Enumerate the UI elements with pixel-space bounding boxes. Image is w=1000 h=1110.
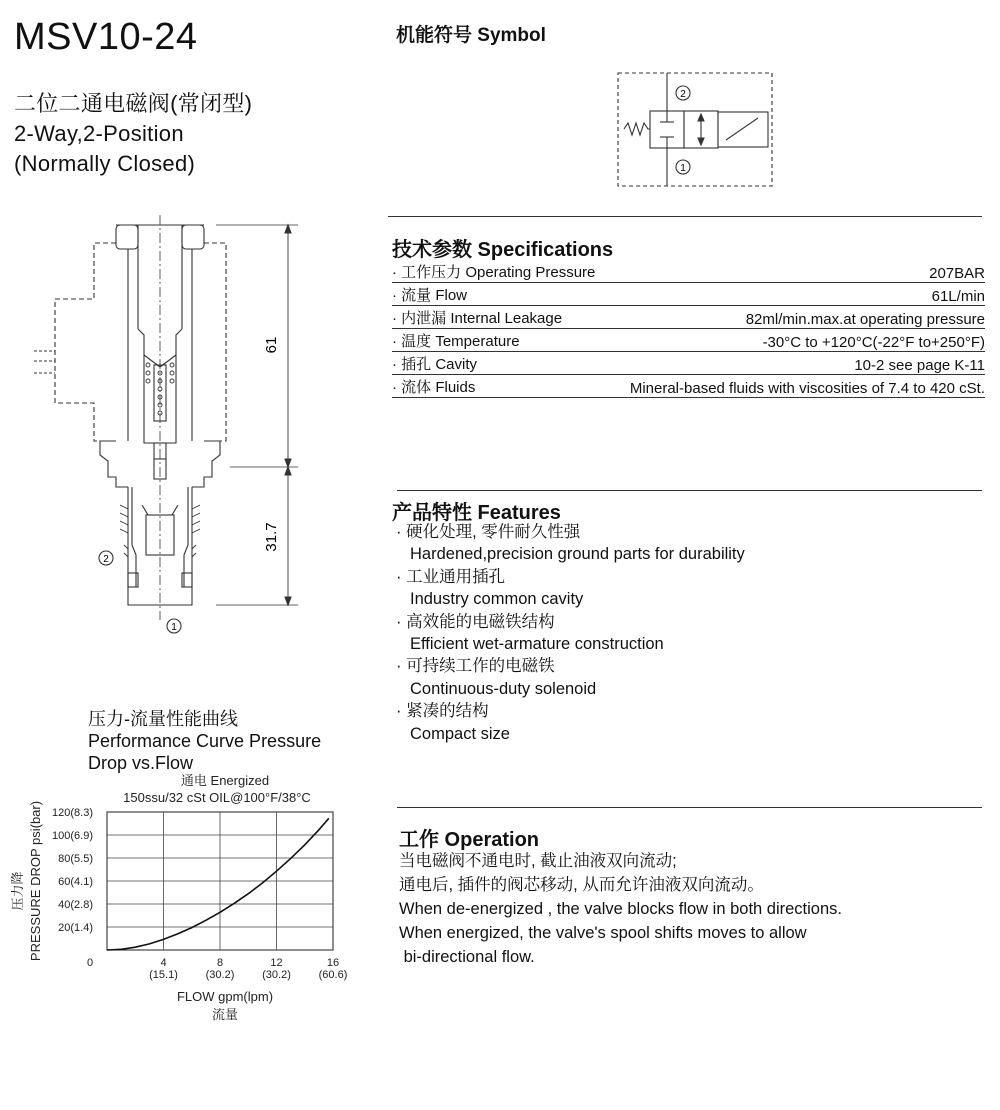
spec-value: 82ml/min.max.at operating pressure (745, 311, 985, 328)
features-top-rule (397, 490, 982, 491)
spec-row (392, 306, 985, 329)
feature-en: Efficient wet-armature construction (410, 635, 664, 654)
feature-en: Continuous-duty solenoid (410, 679, 597, 698)
operation-line: When de-energized , the valve blocks flow in both directions. (399, 900, 842, 918)
subtitle-en-2: (Normally Closed) (14, 151, 196, 176)
spec-label: · 工作压力 Operating Pressure (392, 264, 596, 281)
spec-label: · 内泄漏 Internal Leakage (392, 310, 563, 327)
feature-cn: · 硬化处理, 零件耐久性强 (396, 523, 581, 541)
subtitle-en-1: 2-Way,2-Position (14, 121, 184, 146)
operation-top-rule (397, 807, 982, 808)
chart-y-tick-label: 80(5.5) (58, 853, 93, 865)
chart-x-tick-label: 16 (326, 957, 340, 969)
spec-top-rule (388, 216, 982, 217)
spec-row (392, 375, 985, 398)
hydraulic-symbol (610, 68, 780, 192)
chart-y-axis-label-cn: 压力降 (10, 871, 25, 911)
operation-title: 工作 Operation (399, 829, 540, 851)
chart-x-axis-label-cn: 流量 (211, 1007, 239, 1022)
dimension-upper: 61 (263, 336, 280, 354)
chart-y-tick-label: 120(8.3) (52, 807, 93, 819)
chart-x-tick-label: 8 (216, 957, 224, 969)
spec-value: 10-2 see page K-11 (854, 357, 985, 374)
model-number: MSV10-24 (14, 16, 198, 58)
spec-label: · 温度 Temperature (392, 333, 520, 350)
spec-label: · 流体 Fluids (392, 379, 476, 396)
drawing-port-2: 2 (103, 554, 109, 565)
solenoid-icon (718, 112, 768, 147)
drawing-port-1: 1 (171, 622, 177, 633)
spec-row (392, 329, 985, 352)
symbol-port-1: 1 (680, 163, 686, 174)
performance-heading (88, 708, 321, 774)
feature-en: Hardened,precision ground parts for durability (410, 545, 745, 564)
spec-row (392, 283, 985, 306)
feature-en: Compact size (410, 724, 510, 743)
performance-chart (0, 768, 380, 1038)
spec-row (392, 260, 985, 283)
chart-title: 通电 Energized (180, 773, 270, 788)
chart-x-tick-sublabel: (30.2) (262, 969, 291, 981)
spec-label: · 流量 Flow (392, 287, 468, 304)
chart-x-tick-label: 12 (270, 957, 283, 969)
performance-title-cn: 压力-流量性能曲线 (88, 709, 238, 729)
operation-line: 当电磁阀不通电时, 截止油液双向流动; (399, 852, 677, 870)
chart-x-tick-sublabel: (60.6) (318, 969, 348, 981)
spec-value: 61L/min (931, 288, 985, 305)
feature-cn: · 紧凑的结构 (396, 702, 489, 721)
chart-y-tick-label: 60(4.1) (58, 876, 93, 888)
chart-y-tick-label: 100(6.9) (52, 830, 93, 842)
spec-value: 207BAR (929, 265, 985, 282)
chart-y-axis-label: PRESSURE DROP psi(bar) (28, 800, 43, 962)
operation-line: bi-directional flow. (399, 948, 535, 966)
chart-x-tick-sublabel: (30.2) (205, 969, 235, 981)
dimension-lower: 31.7 (263, 522, 280, 552)
chart-y-tick-label: 20(1.4) (58, 922, 93, 934)
symbol-boundary (618, 73, 772, 186)
spec-value: -30°C to +120°C(-22°F to+250°F) (762, 334, 985, 351)
specs-title: 技术参数 Specifications (392, 239, 614, 261)
symbol-port-2: 2 (680, 89, 686, 100)
performance-title-en-1: Performance Curve Pressure (88, 731, 322, 751)
feature-cn: · 可持续工作的电磁铁 (396, 657, 555, 676)
operation-text (399, 849, 842, 969)
symbol-title: 机能符号 Symbol (396, 25, 546, 46)
chart-series-line (107, 818, 329, 950)
chart-subtitle: 150ssu/32 cSt OIL@100°F/38°C (123, 790, 311, 805)
valve-section-drawing (20, 215, 320, 635)
chart-y-tick-label: 40(2.8) (58, 899, 93, 911)
feature-cn: · 工业通用插孔 (396, 567, 506, 586)
performance-title-en-2: Drop vs.Flow (88, 753, 194, 773)
feature-en: Industry common cavity (410, 590, 584, 609)
features-title: 产品特性 Features (392, 502, 561, 524)
chart-x-tick-label: 0 (86, 957, 94, 969)
chart-x-tick-label: 4 (160, 957, 167, 969)
spec-label: · 插孔 Cavity (392, 356, 478, 373)
features-list (396, 521, 745, 745)
operation-line: When energized, the valve's spool shifts moves to allow (399, 924, 807, 942)
spec-row (392, 352, 985, 375)
chart-x-tick-sublabel: (15.1) (149, 969, 178, 981)
spec-value: Mineral-based fluids with viscosities of 7.4 to 420 cSt. (629, 380, 985, 397)
subtitle-cn: 二位二通电磁阀(常闭型) (14, 91, 253, 116)
feature-cn: · 高效能的电磁铁结构 (396, 612, 555, 631)
operation-line: 通电后, 插件的阀芯移动, 从而允许油液双向流动。 (399, 876, 764, 894)
spring-icon (624, 123, 650, 135)
chart-x-axis-label: FLOW gpm(lpm) (176, 989, 274, 1004)
